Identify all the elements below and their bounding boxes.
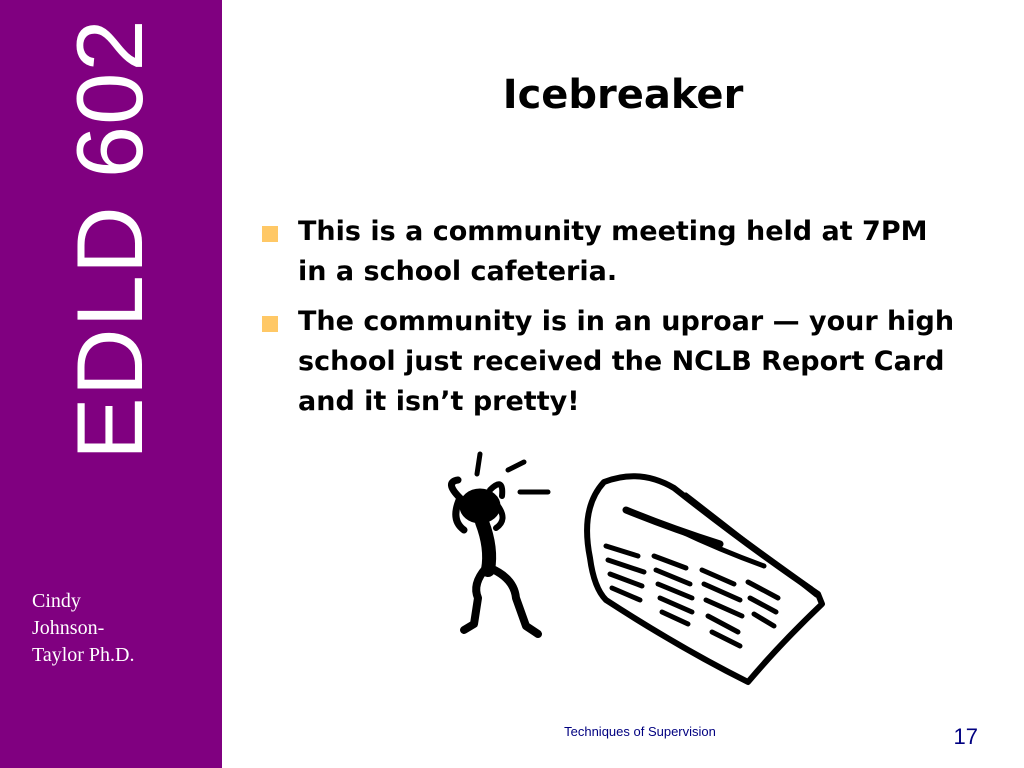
- person-icon: [451, 480, 538, 634]
- stress-marks-icon: [477, 454, 548, 492]
- bullet-item: [258, 302, 958, 422]
- bullet-text: This is a community meeting held at 7PM in a school cafeteria.: [298, 216, 928, 287]
- distressed-person-with-newspaper-icon: [430, 448, 830, 688]
- bullet-item: [258, 212, 958, 292]
- author-line: Cindy: [32, 590, 81, 612]
- newspaper-icon: [587, 476, 822, 682]
- bullet-text: The community is in an uproar — your high school just received the NCLB Report Card and it isn’t pretty!: [298, 306, 955, 417]
- slide-title: Icebreaker: [502, 72, 744, 118]
- sidebar: [0, 0, 222, 768]
- page-number: 17: [953, 724, 978, 749]
- author-line: Taylor Ph.D.: [32, 644, 135, 666]
- square-bullet-icon: [262, 316, 278, 332]
- square-bullet-icon: [262, 226, 278, 242]
- course-code: EDLD 602: [57, 18, 162, 460]
- footer-text: Techniques of Supervision: [564, 724, 716, 739]
- author-name: [32, 588, 192, 669]
- author-line: Johnson-: [32, 617, 105, 639]
- bullet-list: [258, 212, 958, 432]
